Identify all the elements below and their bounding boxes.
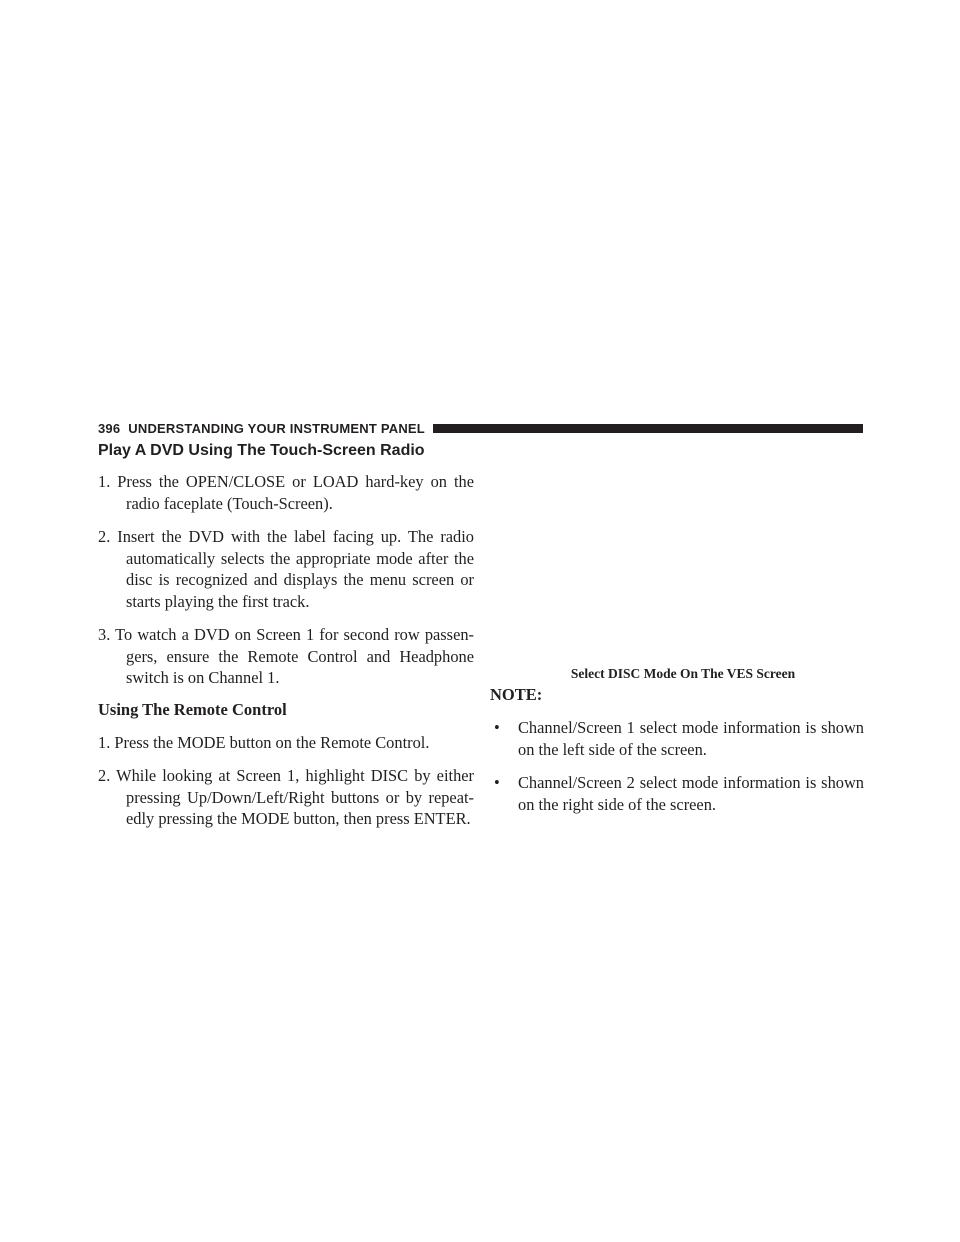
note-text: Channel/Screen 2 select mode information is shown on the right side of the screen.: [518, 773, 864, 814]
right-column: [490, 440, 864, 815]
bullet-icon: •: [494, 718, 500, 737]
figure-placeholder: [490, 440, 864, 665]
bullet-icon: •: [494, 773, 500, 792]
left-column: [98, 440, 474, 830]
page-number: 396: [98, 420, 121, 436]
note-text: Channel/Screen 1 select mode information is shown on the left side of the screen.: [518, 718, 864, 759]
header-rule: [433, 424, 863, 433]
note-label: NOTE:: [490, 685, 543, 704]
section-title: UNDERSTANDING YOUR INSTRUMENT PANEL: [128, 420, 425, 436]
section-heading: Play A DVD Using The Touch-Screen Radio: [98, 442, 425, 459]
note-item: [490, 717, 864, 760]
figure-caption: Select DISC Mode On The VES Screen: [570, 666, 796, 681]
step-2: 2. Insert the DVD with the label facing up. The radio automatically selects the appropriate mode after the disc is recognized and displays the menu screen or starts playing the first track.: [98, 527, 474, 611]
remote-step-1: 1. Press the MODE button on the Remote Control.: [98, 732, 430, 752]
step-3: 3. To watch a DVD on Screen 1 for second row passen- gers, ensure the Remote Control and Headphone switch is on Channel 1.: [98, 625, 474, 687]
step-1: 1. Press the OPEN/CLOSE or LOAD hard-key on the radio faceplate (Touch-Screen).: [98, 472, 474, 513]
note-item: [490, 772, 864, 815]
remote-step-2: 2. While looking at Screen 1, highlight DISC by either pressing Up/Down/Left/Right buttons or by repeat- edly pressing the MODE button, then press ENTER.: [98, 766, 474, 828]
subheading-remote-control: Using The Remote Control: [98, 699, 287, 719]
page-header: [98, 418, 863, 438]
